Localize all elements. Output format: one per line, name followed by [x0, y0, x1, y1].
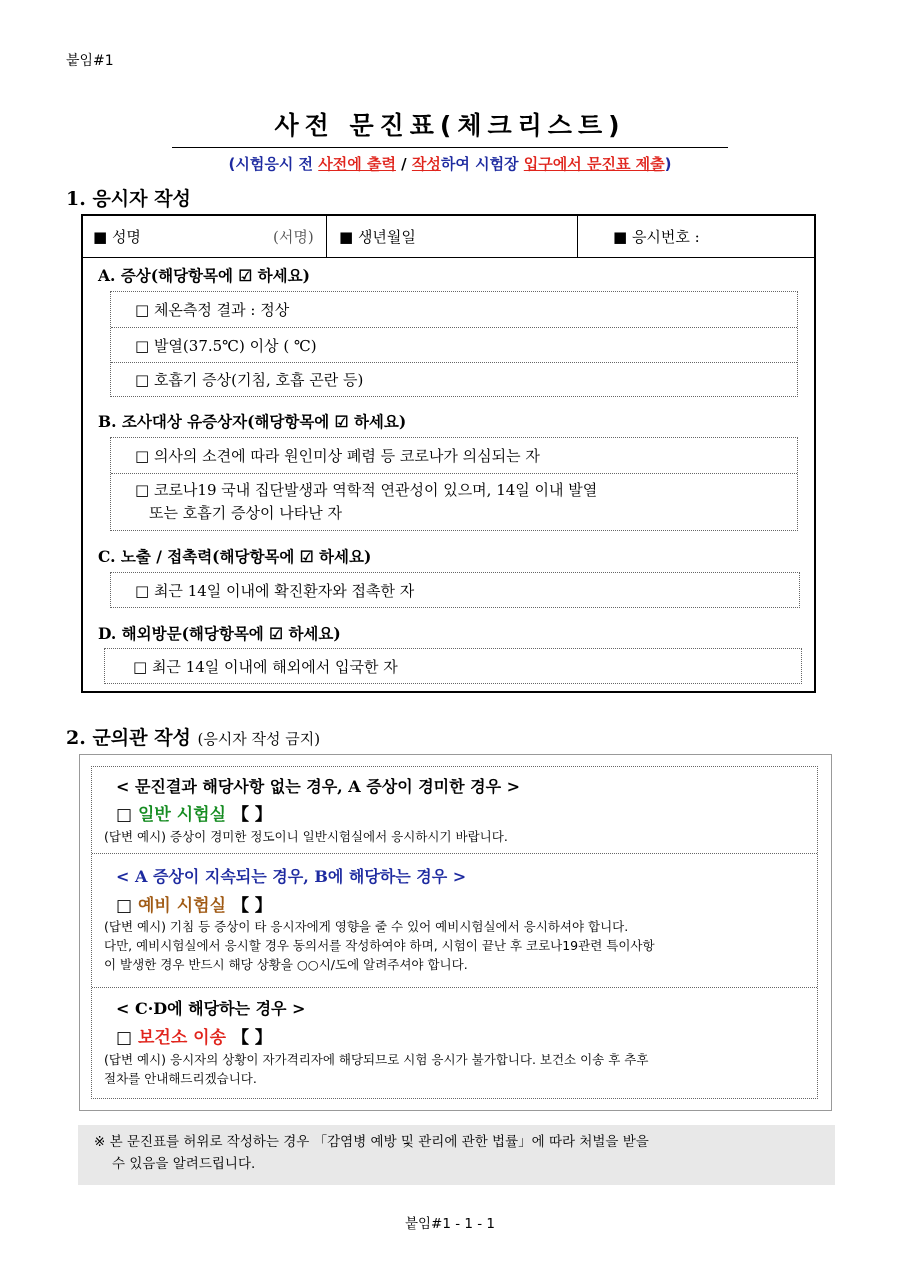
- legal-notice: [78, 1125, 835, 1185]
- answer-line: (답변 예시) 응시자의 상황이 자가격리자에 해당되므로 시험 응시가 불가합니다. 보건소 이송 후 추후: [104, 1052, 649, 1067]
- notice-line: 수 있음을 알려드립니다.: [112, 1156, 256, 1172]
- checkbox-icon: □: [116, 805, 133, 825]
- room-name: 예비 시험실: [137, 896, 227, 916]
- room-name: 보건소 이송: [137, 1028, 227, 1048]
- checklist-item[interactable]: [111, 473, 797, 530]
- checklist-item[interactable]: □ 의사의 소견에 따라 원인미상 폐렴 등 코로나가 의심되는 자: [135, 447, 540, 465]
- name-field[interactable]: [93, 216, 333, 257]
- checklist-item[interactable]: □ 발열(37.5℃) 이상 ( ℃): [111, 327, 797, 362]
- room-bracket: 【 】: [231, 1028, 272, 1048]
- category-a-heading: A. 증상(해당항목에 ☑ 하세요): [98, 266, 310, 285]
- title-underline: [172, 147, 728, 148]
- divider: [92, 987, 817, 988]
- category-d-box: [104, 648, 802, 684]
- case-condition: < 문진결과 해당사항 없는 경우, A 증상이 경미한 경우 >: [116, 777, 521, 796]
- subtitle: [0, 153, 900, 174]
- checklist-item[interactable]: □ 최근 14일 이내에 해외에서 입국한 자: [133, 657, 398, 676]
- subtitle-slash: /: [395, 155, 412, 173]
- section2-note: (응시자 작성 금지): [197, 730, 321, 748]
- answer-example: (답변 예시) 증상이 경미한 정도이니 일반시험실에서 응시하시기 바랍니다.: [104, 829, 508, 844]
- room-option-reserve[interactable]: [116, 891, 272, 916]
- birthdate-field[interactable]: [339, 216, 569, 257]
- divider: [326, 216, 327, 257]
- room-bracket: 【 】: [231, 805, 272, 825]
- checklist-item[interactable]: □ 최근 14일 이내에 확진환자와 접촉한 자: [135, 581, 415, 600]
- checklist-item[interactable]: □ 호흡기 증상(기침, 호흡 곤란 등): [111, 362, 797, 396]
- exam-number-label: ■ 응시번호 :: [613, 228, 700, 246]
- subtitle-highlight-submit: 입구에서 문진표 제출: [523, 155, 665, 173]
- room-option-health-center[interactable]: [116, 1023, 272, 1048]
- page-footer: 붙임#1 - 1 - 1: [404, 1216, 496, 1232]
- category-b-box: [110, 437, 798, 531]
- checklist-item-line: □ 코로나19 국내 집단발생과 역학적 연관성이 있으며, 14일 이내 발열: [135, 481, 598, 499]
- case-condition: < A 증상이 지속되는 경우, B에 해당하는 경우 >: [116, 867, 467, 886]
- category-b-heading: B. 조사대상 유증상자(해당항목에 ☑ 하세요): [98, 412, 407, 431]
- notice-line: ※ 본 문진표를 허위로 작성하는 경우 「감염병 예방 및 관리에 관한 법률」에 따라 처벌을 받을: [94, 1134, 649, 1150]
- divider: [92, 853, 817, 854]
- category-d-heading: D. 해외방문(해당항목에 ☑ 하세요): [98, 624, 341, 643]
- checklist-item-line: 또는 호흡기 증상이 나타난 자: [149, 504, 342, 522]
- section2-heading: [66, 723, 320, 750]
- subtitle-part: 하여 시험장: [440, 155, 524, 173]
- divider: [577, 216, 578, 257]
- answer-line: 다만, 예비시험실에서 응시할 경우 동의서를 작성하여야 하며, 시험이 끝난 후 코로나19관련 특이사항: [104, 938, 655, 953]
- room-bracket: 【 】: [231, 896, 272, 916]
- exam-number-field[interactable]: [613, 216, 803, 257]
- attachment-label: 붙임#1: [66, 53, 114, 69]
- signature-hint: (서명): [273, 228, 314, 246]
- subtitle-highlight-write: 작성: [411, 155, 441, 173]
- checkbox-icon: □: [116, 1028, 133, 1048]
- checklist-item[interactable]: □ 체온측정 결과 : 정상: [135, 301, 290, 319]
- answer-example: [104, 1050, 814, 1088]
- section2-title: 2. 군의관 작성: [66, 727, 191, 749]
- category-c-heading: C. 노출 / 접촉력(해당항목에 ☑ 하세요): [98, 547, 372, 566]
- answer-line: 이 발생한 경우 반드시 해당 상황을 ○○시/도에 알려주셔야 합니다.: [104, 957, 468, 972]
- category-a-box: [110, 291, 798, 397]
- case-condition: < C·D에 해당하는 경우 >: [116, 999, 306, 1018]
- applicant-info-row: [83, 216, 814, 258]
- page-title: 사전 문진표(체크리스트): [274, 111, 626, 140]
- birthdate-label: ■ 생년월일: [339, 228, 416, 246]
- answer-line: (답변 예시) 기침 등 증상이 타 응시자에게 영향을 줄 수 있어 예비시험실에서 응시하셔야 합니다.: [104, 919, 629, 934]
- category-c-box: [110, 572, 800, 608]
- answer-example: [104, 917, 814, 974]
- subtitle-highlight-print: 사전에 출력: [318, 155, 396, 173]
- answer-line: 절차를 안내해드리겠습니다.: [104, 1071, 257, 1086]
- subtitle-part: ): [664, 155, 672, 173]
- checkbox-icon: □: [116, 896, 133, 916]
- room-option-general[interactable]: [116, 800, 272, 825]
- room-name: 일반 시험실: [137, 805, 227, 825]
- subtitle-part: (시험응시 전: [228, 155, 319, 173]
- section1-heading: 1. 응시자 작성: [66, 188, 191, 210]
- name-label: ■ 성명: [93, 228, 141, 246]
